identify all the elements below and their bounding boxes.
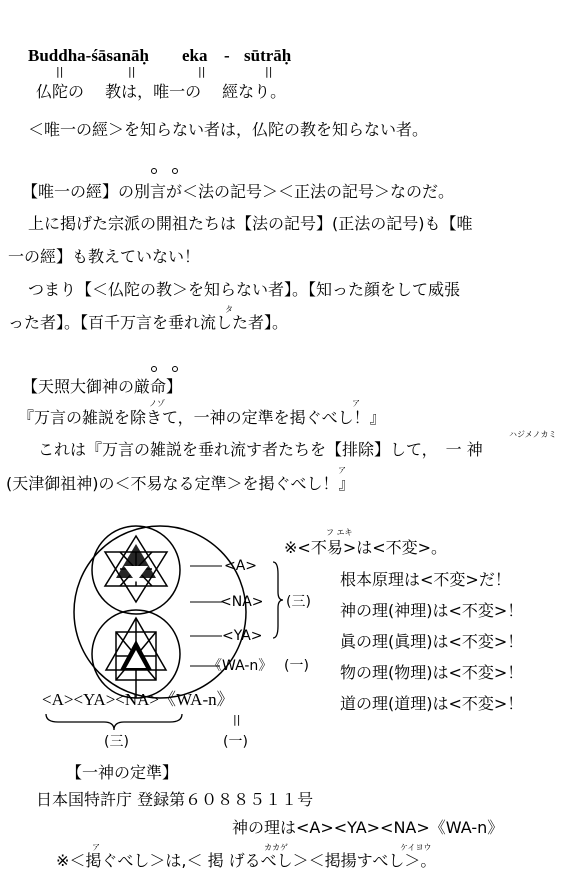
right-brace bbox=[272, 560, 284, 640]
ruby-tare: タ bbox=[225, 305, 233, 314]
sanskrit-word-2: eka bbox=[182, 46, 208, 65]
equals-mark: || bbox=[265, 65, 273, 78]
under-brace bbox=[44, 712, 184, 732]
gloss-line: 仏陀の 教は，唯一の 經なり。 bbox=[36, 82, 287, 101]
p3-line-4: (天津御祖神)の＜不易なる定準＞を掲ぐべし！』 bbox=[6, 474, 355, 493]
ruby-nozo: ノゾ bbox=[149, 399, 165, 408]
label-ya: <YA> bbox=[222, 628, 263, 644]
ruby-keiyou: ケイヨウ bbox=[400, 843, 432, 852]
equals-mark: || bbox=[128, 65, 136, 78]
p2-line-2: 上に掲げた宗派の開祖たちは【法の記号】(正法の記号)も【唯 bbox=[28, 214, 473, 233]
emphasis-dot bbox=[172, 366, 178, 372]
ruby-fueki: フ エキ bbox=[326, 528, 353, 537]
patent-number: 日本国特許庁 登録第６０８８５１１号 bbox=[36, 790, 314, 809]
side-item: 根本原理は<不変>だ！ bbox=[340, 570, 511, 589]
side-item: 道の理(道理)は<不変>！ bbox=[340, 694, 524, 713]
ruby-a: ア bbox=[352, 399, 360, 408]
formula-line: 神の理は<A><YA><NA>《WA-n》 bbox=[232, 818, 504, 837]
emphasis-dot bbox=[172, 168, 178, 174]
equals-mark: || bbox=[56, 65, 64, 78]
ruby-a: ア bbox=[92, 843, 100, 852]
footer-note: ※＜掲ぐべし＞は,＜ 掲 げるべし＞＜掲揚すべし＞。 bbox=[56, 851, 437, 870]
p2-line-1: 【唯一の經】の別言が＜法の記号＞＜正法の記号＞なのだ。 bbox=[22, 182, 455, 201]
sanskrit-word-3: sūtrāḥ bbox=[244, 46, 292, 65]
p2-line-5: った者】。【百千万言を垂れ流した者】。 bbox=[8, 313, 289, 332]
under-three-label: (三) bbox=[104, 734, 129, 750]
sanskrit-word-1: Buddha-śāsanāḥ bbox=[28, 46, 149, 65]
side-title: ※<不易>は<不変>。 bbox=[284, 538, 448, 557]
p2-line-3: 一の經】も教えていない！ bbox=[8, 247, 201, 266]
label-na: <NA> bbox=[220, 594, 264, 610]
p3-line-1: 【天照大御神の厳命】 bbox=[22, 377, 183, 396]
side-item: 眞の理(眞理)は<不変>！ bbox=[340, 632, 524, 651]
side-item: 物の理(物理)は<不変>！ bbox=[340, 663, 524, 682]
sanskrit-dash: - bbox=[224, 46, 230, 65]
footer-title: 【一神の定準】 bbox=[66, 763, 179, 782]
group-three-label: (三) bbox=[286, 594, 311, 610]
p2-line-4: つまり【＜仏陀の教＞を知らない者】。【知った顔をして威張 bbox=[28, 280, 461, 299]
equals-mark: || bbox=[233, 713, 241, 726]
ruby-kakage: カカゲ bbox=[264, 843, 288, 852]
ruby-a: ア bbox=[338, 466, 346, 475]
under-one-label: (一) bbox=[223, 734, 248, 750]
emphasis-dot bbox=[151, 366, 157, 372]
equals-mark: || bbox=[198, 65, 206, 78]
sequence-label: <A><YA><NA>《WA-n》 bbox=[42, 690, 234, 709]
p3-line-3: これは『万言の雑説を垂れ流す者たちを【排除】して， 一 神 bbox=[38, 440, 483, 459]
p3-line-2: 『万言の雑説を除きて，一神の定準を掲ぐべし！』 bbox=[18, 408, 386, 427]
label-a: <A> bbox=[224, 558, 258, 574]
ruby-hajimenokami: ハジメノカミ bbox=[509, 430, 557, 439]
side-item: 神の理(神理)は<不変>！ bbox=[340, 601, 524, 620]
paragraph-1: ＜唯一の經＞を知らない者は，仏陀の教を知らない者。 bbox=[28, 120, 429, 139]
label-wan: 《WA-n》 bbox=[208, 658, 273, 674]
emphasis-dot bbox=[151, 168, 157, 174]
group-one-label: (一) bbox=[284, 658, 309, 674]
